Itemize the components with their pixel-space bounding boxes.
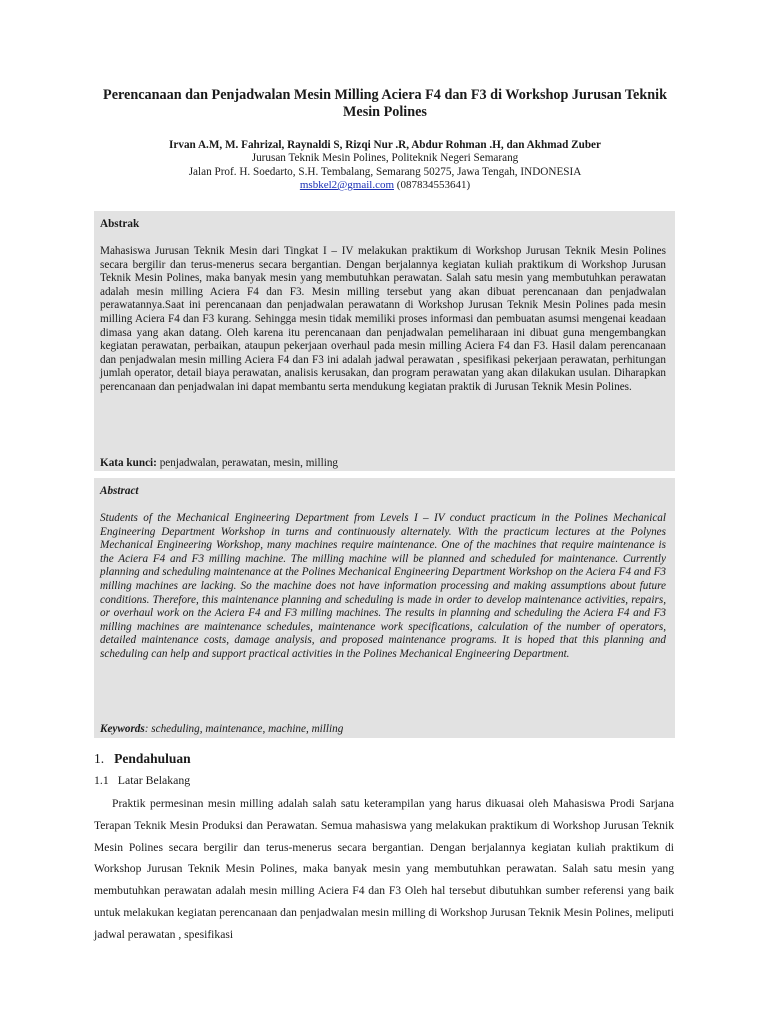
- address: Jalan Prof. H. Soedarto, S.H. Tembalang, Semarang 50275, Jawa Tengah, INDONESIA: [188, 166, 582, 178]
- kata-kunci-label: Kata kunci:: [100, 457, 157, 469]
- subsection-number: 1.1: [94, 773, 109, 787]
- author-list: Irvan A.M, M. Fahrizal, Raynaldi S, Rizqi Nur .R, Abdur Rohman .H, dan Akhmad Zuber: [169, 139, 601, 151]
- abstract-heading: Abstract: [100, 485, 139, 497]
- phone-number: (087834553641): [396, 179, 471, 191]
- section-heading: [94, 751, 191, 767]
- abstrak-heading: Abstrak: [100, 218, 140, 230]
- subsection-heading: [94, 773, 190, 788]
- keywords-values: : scheduling, maintenance, machine, milling: [144, 723, 344, 735]
- paper-title: Perencanaan dan Penjadwalan Mesin Milling Aciera F4 dan F3 di Workshop Jurusan Teknik Mesin Polines: [103, 87, 667, 120]
- subsection-title: Latar Belakang: [117, 773, 191, 787]
- abstrak-box: [94, 211, 675, 471]
- section-title: Pendahuluan: [114, 751, 191, 766]
- keywords-label: Keywords: [100, 723, 145, 735]
- affiliation: Jurusan Teknik Mesin Polines, Politeknik Negeri Semarang: [251, 152, 519, 164]
- section-number: 1.: [94, 751, 105, 766]
- body-paragraph: Praktik permesinan mesin milling adalah salah satu keterampilan yang harus dikuasai oleh Mahasiswa Prodi Sarjana Terapan Teknik Mesin Produksi dan Perawatan. Semua mahasiswa yang melakukan praktikum di Workshop Jurusan Teknik Mesin Polines secara bergilir dan terus-menerus secara bergantian. Dengan berjalannya kegiatan kuliah praktikum di Workshop Jurusan Teknik Mesin Polines, maka banyak mesin yang membutuhkan perawatan. Salah satu mesin yang membutuhkan perawatan adalah mesin milling Aciera F4 dan F3 Oleh hal tersebut dibutuhkan sumber referensi yang baik untuk melakukan kegiatan perencanaan dan penjadwalan mesin milling di Workshop Jurusan Teknik Mesin Polines, meliputi jadwal perawatan , spesifikasi: [94, 797, 674, 941]
- abstract-body: Students of the Mechanical Engineering Department from Levels I – IV conduct practicum in the Polines Mechanical Engineering Department Workshop in turns and continuously alternately. With the practicum lectures at the Polynes Mechanical Engineering Workshop, many machines require maintenance. One of the machines that require maintenance is the Aciera F4 and F3 milling machine. The milling machine will be planned and scheduled for maintenance. Currently planning and scheduling maintenance at the Polines Mechanical Engineering Department Workshop on the Aciera F4 and F3 milling machines are lacking. So the machine does not have information processing and making assumptions about future conditions. Therefore, this maintenance planning and scheduling is made in order to develop maintenance activities, repairs, or overhaul work on the Aciera F4 and F3 milling machines. The results in planning and scheduling the Aciera F4 and F3 milling machines are maintenance schedules, maintenance work specifications, calculation of the number of operators, detailed maintenance costs, damage analysis, and proposed maintenance programs. It is hoped that this planning and scheduling can help and support practical activities in the Polines Mechanical Engineering Department.: [100, 512, 666, 660]
- abstrak-keywords: [100, 457, 666, 471]
- abstract-keywords: [100, 723, 666, 737]
- kata-kunci-values: penjadwalan, perawatan, mesin, milling: [156, 457, 339, 469]
- email-link[interactable]: msbkel2@gmail.com: [299, 179, 395, 191]
- abstract-box: [94, 478, 675, 738]
- contact-line: [90, 179, 680, 191]
- abstrak-body: Mahasiswa Jurusan Teknik Mesin dari Tingkat I – IV melakukan praktikum di Workshop Jurusan Teknik Mesin Polines secara bergilir dan terus-menerus secara bergantian. Dengan berjalannya kegiatan kuliah praktikum di Workshop Jurusan Teknik Mesin Polines, maka banyak mesin yang membutuhkan perawatan. Salah satu mesin yang membutuhkan perawatan adalah mesin milling Aciera F4 dan F3. Mesin milling tersebut yang akan dibuat perencanaan dan penjadwalan perawatannya.Saat ini perencanaan dan penjadwalan perawatann di Workshop Jurusan Teknik Mesin Polines pada mesin milling Aciera F4 dan F3 kurang. Sehingga mesin tidak memiliki proses informasi dan pembuatan asumsi mengenai keadaan dimasa yang akan datang. Oleh karena itu perencanaan dan penjadwalan pemeliharaan ini dibuat guna mengembangkan kegiatan perawatan, perbaikan, ataupun pekerjaan overhaul pada mesin milling Aciera F4 dan F3. Hasil dalam perencanaan dan penjadwalan mesin milling Aciera F4 dan F3 ini adalah jadwal perawatan , spesifikasi pekerjaan perawatan, perhitungan jumlah operator, detail biaya perawatan, analisis kerusakan, dan program perawatan yang akan dilakukan usulan. Diharapkan perencanaan dan penjadwalan ini dapat membantu serta mendukung kegiatan praktik di Jurusan Teknik Mesin Polines.: [100, 245, 666, 393]
